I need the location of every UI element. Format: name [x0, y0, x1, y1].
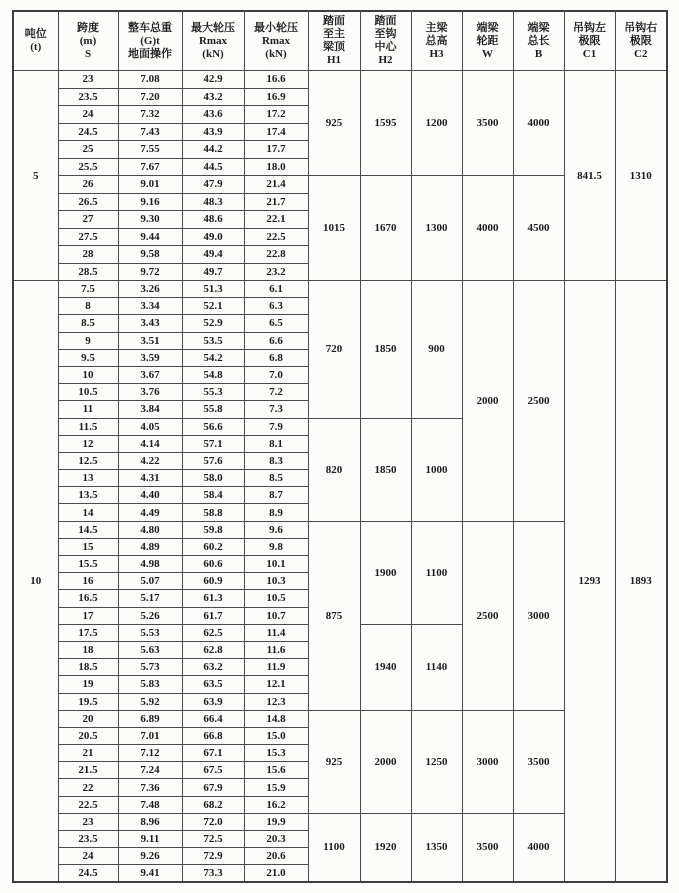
table-cell: 22.5: [244, 228, 308, 246]
table-cell: 17.2: [244, 106, 308, 124]
col-header-line: 中心: [374, 41, 397, 53]
table-cell: 925: [308, 71, 360, 176]
table-cell: 42.9: [182, 71, 244, 89]
table-cell: 20.6: [244, 848, 308, 865]
table-cell: 7.2: [244, 384, 308, 401]
table-cell: 49.4: [182, 246, 244, 264]
table-cell: 8.5: [244, 470, 308, 487]
table-cell: 8.5: [58, 315, 118, 332]
table-cell: 9.58: [118, 246, 182, 264]
table-cell: 4.98: [118, 556, 182, 573]
table-cell: 24: [58, 848, 118, 865]
table-cell: 49.7: [182, 263, 244, 281]
table-cell: 49.0: [182, 228, 244, 246]
table-cell: 10.1: [244, 556, 308, 573]
table-cell: 18: [58, 641, 118, 658]
table-cell: 62.8: [182, 641, 244, 658]
table-cell: 57.1: [182, 435, 244, 452]
table-cell: 3.26: [118, 281, 182, 298]
table-cell: 9.30: [118, 211, 182, 229]
table-cell: 43.2: [182, 88, 244, 106]
table-cell: 7.43: [118, 123, 182, 141]
table-cell: 6.5: [244, 315, 308, 332]
table-cell: 10.3: [244, 573, 308, 590]
table-cell: 1670: [360, 176, 411, 281]
table-cell: 12: [58, 435, 118, 452]
table-cell: 7.01: [118, 727, 182, 744]
table-cell: 15: [58, 538, 118, 555]
col-header-line: (t): [30, 41, 42, 53]
table-cell: 1293: [564, 281, 615, 883]
table-cell: 3.34: [118, 298, 182, 315]
table-cell: 11.9: [244, 659, 308, 676]
table-cell: 7.9: [244, 418, 308, 435]
table-cell: 8.7: [244, 487, 308, 504]
table-cell: 72.5: [182, 831, 244, 848]
table-cell: 1900: [360, 521, 411, 624]
table-cell: 23: [58, 71, 118, 89]
table-cell: 4.05: [118, 418, 182, 435]
col-header-line: C1: [582, 47, 597, 60]
col-header-h2: [360, 11, 411, 71]
table-cell: 9.44: [118, 228, 182, 246]
table-cell: 67.5: [182, 762, 244, 779]
table-cell: 4.40: [118, 487, 182, 504]
table-cell: 6.3: [244, 298, 308, 315]
table-cell: 3.59: [118, 349, 182, 366]
col-header-line: 至主: [323, 28, 345, 40]
table-row: [13, 71, 667, 89]
table-cell: 24.5: [58, 123, 118, 141]
table-cell: 15.6: [244, 762, 308, 779]
table-cell: 11.5: [58, 418, 118, 435]
table-cell: 4000: [513, 71, 564, 176]
table-cell: 925: [308, 710, 360, 813]
table-cell: 67.1: [182, 745, 244, 762]
col-header-line: 极限: [629, 34, 652, 47]
table-cell: 23.5: [58, 88, 118, 106]
table-cell: 66.8: [182, 727, 244, 744]
col-header-line: (kN): [202, 47, 224, 60]
table-cell: 17.4: [244, 123, 308, 141]
table-cell: 26.5: [58, 193, 118, 211]
section-5t: [13, 71, 667, 281]
table-cell: 5.73: [118, 659, 182, 676]
col-header-line: (kN): [265, 47, 287, 60]
table-cell: 4000: [513, 813, 564, 882]
table-cell: 9.72: [118, 263, 182, 281]
table-cell: 4.31: [118, 470, 182, 487]
table-cell: 15.0: [244, 727, 308, 744]
table-cell: 7.55: [118, 141, 182, 159]
col-header-line: H1: [326, 54, 342, 66]
table-cell: 43.6: [182, 106, 244, 124]
table-cell: 8.1: [244, 435, 308, 452]
table-cell: 5.83: [118, 676, 182, 693]
col-header-line: 跨度: [77, 21, 99, 34]
table-cell: 16.2: [244, 796, 308, 813]
table-cell: 3.51: [118, 332, 182, 349]
table-cell: 9.11: [118, 831, 182, 848]
table-cell: 7.24: [118, 762, 182, 779]
table-cell: 24.5: [58, 865, 118, 882]
col-header-h1: [308, 11, 360, 71]
table-cell: 2000: [360, 710, 411, 813]
table-cell: 9.8: [244, 538, 308, 555]
col-header-total-weight: [118, 11, 182, 71]
table-cell: 13.5: [58, 487, 118, 504]
table-cell: 17.5: [58, 624, 118, 641]
col-header-line: (m): [79, 34, 97, 47]
table-cell: 22: [58, 779, 118, 796]
table-cell: 18.0: [244, 158, 308, 176]
table-cell: 63.9: [182, 693, 244, 710]
table-cell: 2000: [462, 281, 513, 522]
table-cell: 9.6: [244, 521, 308, 538]
table-cell: 19.9: [244, 813, 308, 830]
table-cell: 21.7: [244, 193, 308, 211]
col-header-line: Rmax: [261, 34, 291, 47]
table-cell: 26: [58, 176, 118, 194]
col-header-line: 总长: [527, 34, 550, 47]
col-header-line: S: [84, 47, 92, 60]
col-header-line: 端梁: [527, 21, 550, 34]
table-cell: 23.2: [244, 263, 308, 281]
table-cell: 841.5: [564, 71, 615, 281]
table-cell: 3000: [513, 521, 564, 710]
table-cell: 5: [13, 71, 58, 281]
table-cell: 25: [58, 141, 118, 159]
table-cell: 25.5: [58, 158, 118, 176]
table-cell: 11: [58, 401, 118, 418]
table-cell: 9.01: [118, 176, 182, 194]
table-cell: 62.5: [182, 624, 244, 641]
col-header-line: W: [482, 47, 493, 60]
table-cell: 13: [58, 470, 118, 487]
table-cell: 3000: [462, 710, 513, 813]
table-cell: 10: [58, 366, 118, 383]
table-cell: 875: [308, 521, 360, 710]
col-header-w: [462, 11, 513, 71]
table-cell: 7.48: [118, 796, 182, 813]
table-cell: 58.4: [182, 487, 244, 504]
table-cell: 1920: [360, 813, 411, 882]
table-cell: 3500: [513, 710, 564, 813]
col-header-c1: [564, 11, 615, 71]
table-cell: 47.9: [182, 176, 244, 194]
table-cell: 68.2: [182, 796, 244, 813]
spec-table: [12, 10, 668, 883]
table-cell: 19.5: [58, 693, 118, 710]
table-cell: 21.5: [58, 762, 118, 779]
table-cell: 53.5: [182, 332, 244, 349]
col-header-line: H2: [378, 54, 393, 66]
table-cell: 7.20: [118, 88, 182, 106]
table-cell: 12.5: [58, 452, 118, 469]
table-cell: 5.53: [118, 624, 182, 641]
table-cell: 15.3: [244, 745, 308, 762]
table-cell: 1100: [308, 813, 360, 882]
col-header-c2: [615, 11, 667, 71]
col-header-line: 极限: [578, 34, 601, 47]
table-cell: 20.3: [244, 831, 308, 848]
col-header-line: 吨位: [24, 28, 47, 40]
table-cell: 4.80: [118, 521, 182, 538]
table-cell: 3.43: [118, 315, 182, 332]
col-header-h3: [411, 11, 462, 71]
table-cell: 3500: [462, 71, 513, 176]
col-header-line: Rmax: [198, 34, 228, 47]
col-header-b: [513, 11, 564, 71]
table-cell: 7.36: [118, 779, 182, 796]
table-cell: 15.5: [58, 556, 118, 573]
table-cell: 23.5: [58, 831, 118, 848]
col-header-line: 端梁: [476, 21, 499, 34]
col-header-min-wheel-load: [244, 11, 308, 71]
col-header-line: B: [534, 47, 543, 60]
table-cell: 9: [58, 332, 118, 349]
table-cell: 7.08: [118, 71, 182, 89]
table-cell: 14: [58, 504, 118, 521]
col-header-line: 最小轮压: [254, 21, 298, 34]
table-cell: 7.12: [118, 745, 182, 762]
table-cell: 12.1: [244, 676, 308, 693]
table-cell: 16.5: [58, 590, 118, 607]
col-header-line: 总高: [425, 34, 448, 47]
table-cell: 1000: [411, 418, 462, 521]
col-header-line: 吊钩右: [624, 21, 658, 34]
table-cell: 63.5: [182, 676, 244, 693]
table-cell: 4.49: [118, 504, 182, 521]
table-cell: 60.2: [182, 538, 244, 555]
table-cell: 48.6: [182, 211, 244, 229]
table-cell: 10.5: [244, 590, 308, 607]
table-cell: 55.8: [182, 401, 244, 418]
table-cell: 7.5: [58, 281, 118, 298]
table-cell: 7.0: [244, 366, 308, 383]
col-header-line: 至钩: [374, 28, 397, 40]
table-cell: 22.5: [58, 796, 118, 813]
col-header-line: 整车总重: [128, 21, 172, 34]
table-cell: 9.16: [118, 193, 182, 211]
table-cell: 2500: [513, 281, 564, 522]
table-cell: 15.9: [244, 779, 308, 796]
table-cell: 28.5: [58, 263, 118, 281]
table-cell: 72.0: [182, 813, 244, 830]
table-cell: 24: [58, 106, 118, 124]
table-cell: 10.5: [58, 384, 118, 401]
table-cell: 54.2: [182, 349, 244, 366]
table-cell: 3.67: [118, 366, 182, 383]
col-header-line: 主梁: [425, 21, 448, 34]
table-cell: 4500: [513, 176, 564, 281]
table-cell: 1200: [411, 71, 462, 176]
col-header-line: 最大轮压: [191, 21, 235, 34]
table-cell: 58.8: [182, 504, 244, 521]
table-cell: 61.3: [182, 590, 244, 607]
table-cell: 22.8: [244, 246, 308, 264]
table-cell: 21.0: [244, 865, 308, 882]
table-cell: 27: [58, 211, 118, 229]
table-cell: 2500: [462, 521, 513, 710]
table-cell: 52.1: [182, 298, 244, 315]
table-cell: 44.5: [182, 158, 244, 176]
table-cell: 7.32: [118, 106, 182, 124]
table-cell: 720: [308, 281, 360, 419]
table-cell: 900: [411, 281, 462, 419]
table-cell: 10: [13, 281, 58, 883]
table-cell: 3500: [462, 813, 513, 882]
table-cell: 73.3: [182, 865, 244, 882]
table-cell: 44.2: [182, 141, 244, 159]
col-header-max-wheel-load: [182, 11, 244, 71]
table-cell: 5.63: [118, 641, 182, 658]
table-cell: 14.5: [58, 521, 118, 538]
table-cell: 1100: [411, 521, 462, 624]
table-cell: 51.3: [182, 281, 244, 298]
table-cell: 16.9: [244, 88, 308, 106]
table-cell: 1850: [360, 418, 411, 521]
table-cell: 59.8: [182, 521, 244, 538]
table-cell: 7.3: [244, 401, 308, 418]
col-header-line: 梁顶: [323, 41, 345, 53]
table-cell: 1310: [615, 71, 667, 281]
table-cell: 5.92: [118, 693, 182, 710]
table-cell: 3.84: [118, 401, 182, 418]
col-header-line: 踏面: [374, 15, 397, 27]
table-cell: 72.9: [182, 848, 244, 865]
col-header-line: C2: [634, 47, 648, 60]
table-cell: 1300: [411, 176, 462, 281]
table-cell: 8: [58, 298, 118, 315]
table-cell: 67.9: [182, 779, 244, 796]
table-cell: 60.6: [182, 556, 244, 573]
table-cell: 1140: [411, 624, 462, 710]
table-cell: 52.9: [182, 315, 244, 332]
table-cell: 55.3: [182, 384, 244, 401]
table-cell: 27.5: [58, 228, 118, 246]
col-header-line: 轮距: [476, 34, 499, 47]
table-cell: 56.6: [182, 418, 244, 435]
table-cell: 6.6: [244, 332, 308, 349]
table-cell: 7.67: [118, 158, 182, 176]
table-cell: 1940: [360, 624, 411, 710]
table-cell: 16: [58, 573, 118, 590]
table-cell: 4.14: [118, 435, 182, 452]
table-cell: 22.1: [244, 211, 308, 229]
table-cell: 12.3: [244, 693, 308, 710]
col-header-line: 地面操作: [128, 47, 172, 60]
table-cell: 48.3: [182, 193, 244, 211]
table-cell: 8.3: [244, 452, 308, 469]
table-cell: 57.6: [182, 452, 244, 469]
table-cell: 14.8: [244, 710, 308, 727]
table-cell: 21.4: [244, 176, 308, 194]
table-cell: 16.6: [244, 71, 308, 89]
table-cell: 21: [58, 745, 118, 762]
table-cell: 66.4: [182, 710, 244, 727]
header-row: [13, 11, 667, 71]
table-cell: 5.17: [118, 590, 182, 607]
table-cell: 1595: [360, 71, 411, 176]
table-cell: 28: [58, 246, 118, 264]
table-cell: 6.8: [244, 349, 308, 366]
table-cell: 6.89: [118, 710, 182, 727]
col-header-tonnage: [13, 11, 58, 71]
table-cell: 4.89: [118, 538, 182, 555]
section-10t: [13, 281, 667, 883]
col-header-span: [58, 11, 118, 71]
table-cell: 11.6: [244, 641, 308, 658]
table-cell: 20.5: [58, 727, 118, 744]
table-cell: 1350: [411, 813, 462, 882]
col-header-line: 踏面: [323, 15, 345, 27]
table-cell: 23: [58, 813, 118, 830]
table-cell: 1015: [308, 176, 360, 281]
table-cell: 8.96: [118, 813, 182, 830]
table-cell: 43.9: [182, 123, 244, 141]
table-cell: 20: [58, 710, 118, 727]
table-cell: 4000: [462, 176, 513, 281]
table-cell: 5.07: [118, 573, 182, 590]
col-header-line: 吊钩左: [573, 21, 606, 34]
table-cell: 1893: [615, 281, 667, 883]
table-cell: 17: [58, 607, 118, 624]
table-cell: 1850: [360, 281, 411, 419]
table-cell: 820: [308, 418, 360, 521]
table-cell: 4.22: [118, 452, 182, 469]
table-cell: 54.8: [182, 366, 244, 383]
table-cell: 6.1: [244, 281, 308, 298]
table-cell: 9.26: [118, 848, 182, 865]
col-header-line: H3: [429, 47, 444, 60]
table-cell: 3.76: [118, 384, 182, 401]
table-cell: 17.7: [244, 141, 308, 159]
table-cell: 8.9: [244, 504, 308, 521]
table-cell: 10.7: [244, 607, 308, 624]
table-cell: 9.41: [118, 865, 182, 882]
table-cell: 60.9: [182, 573, 244, 590]
table-row: [13, 281, 667, 298]
table-cell: 5.26: [118, 607, 182, 624]
table-cell: 11.4: [244, 624, 308, 641]
table-cell: 1250: [411, 710, 462, 813]
table-cell: 18.5: [58, 659, 118, 676]
table-cell: 61.7: [182, 607, 244, 624]
table-cell: 19: [58, 676, 118, 693]
table-cell: 58.0: [182, 470, 244, 487]
col-header-line: (G)t: [140, 34, 160, 47]
table-cell: 9.5: [58, 349, 118, 366]
table-cell: 63.2: [182, 659, 244, 676]
